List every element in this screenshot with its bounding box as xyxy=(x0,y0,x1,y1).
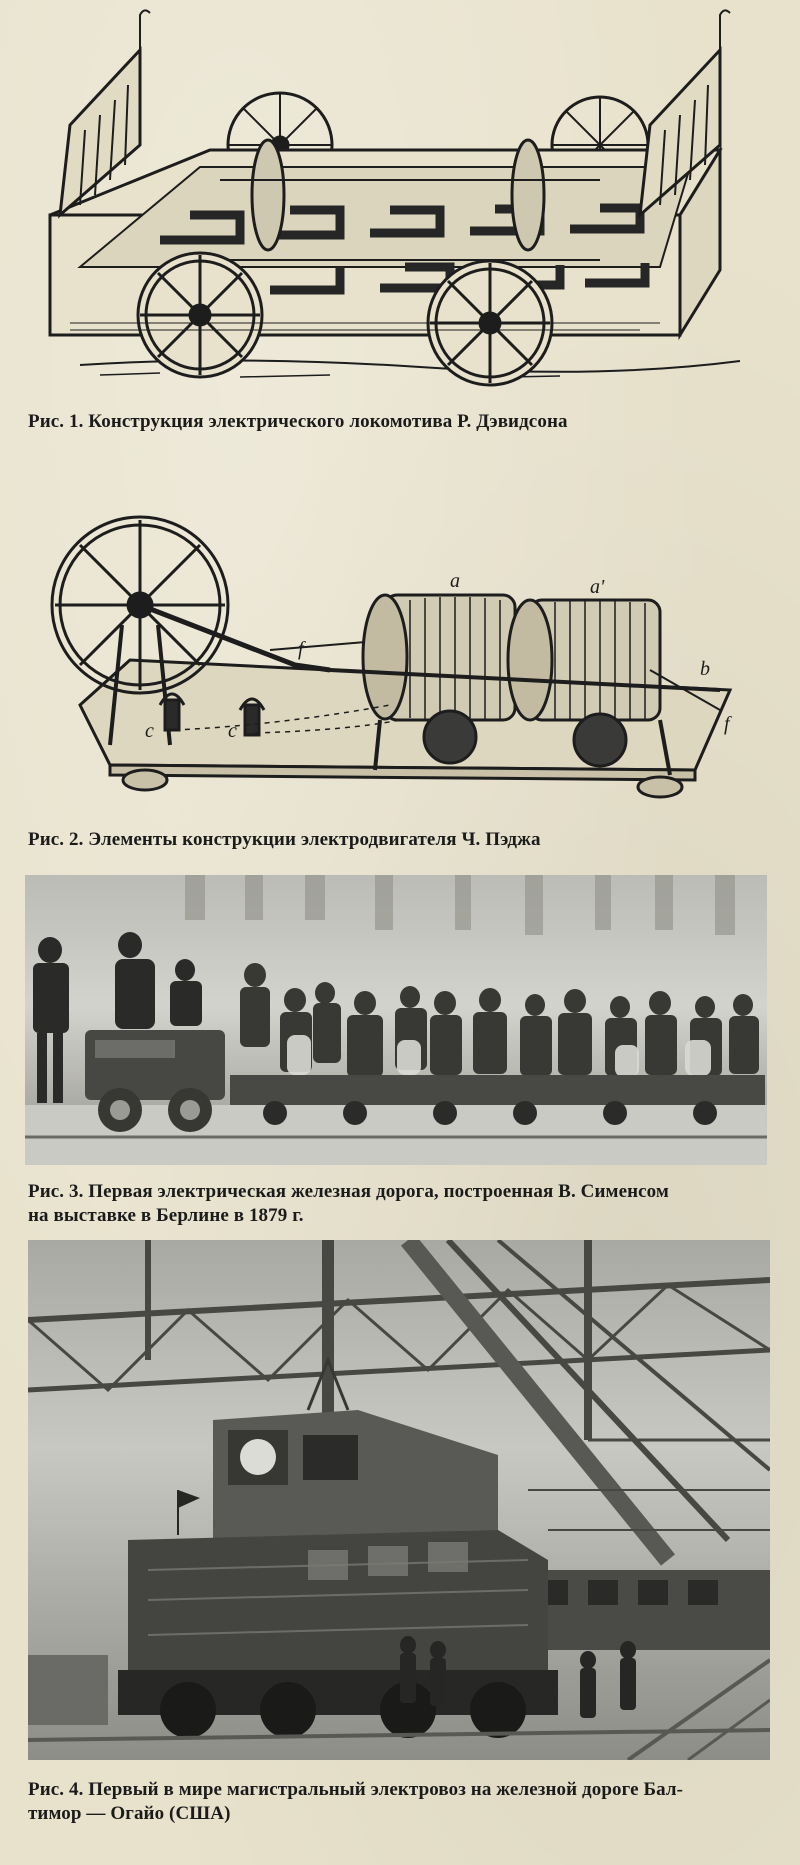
figure-1-caption: Рис. 1. Конструкция электрического локомотива Р. Дэвидсона xyxy=(28,411,568,432)
figure-4-caption-line-2: тимор — Огайо (США) xyxy=(28,1803,231,1824)
label-c: c xyxy=(145,720,154,742)
page-motor-illustration xyxy=(30,475,770,820)
label-c-prime: c xyxy=(228,720,237,742)
figure-4-caption-line-1: Рис. 4. Первый в мире магистральный электровоз на железной дороге Бал- xyxy=(28,1779,684,1800)
figure-3-caption-line-1: Рис. 3. Первая электрическая железная дорога, построенная В. Сименсом xyxy=(28,1181,669,1202)
label-f-right: f xyxy=(724,713,730,735)
label-a-prime: a' xyxy=(590,576,605,598)
figure-3-caption-line-2: на выставке в Берлине в 1879 г. xyxy=(28,1205,304,1226)
siemens-railway-photo xyxy=(25,875,767,1165)
figure-3-caption xyxy=(28,1180,768,1228)
figure-2-caption: Рис. 2. Элементы конструкции электродвигателя Ч. Пэджа xyxy=(28,829,541,850)
label-a: a xyxy=(450,570,460,592)
davidson-locomotive-illustration xyxy=(40,5,760,405)
label-b: b xyxy=(700,658,710,680)
figure-4-caption xyxy=(28,1778,768,1826)
label-f-left: f xyxy=(298,638,304,660)
baltimore-ohio-locomotive-photo xyxy=(28,1240,770,1760)
